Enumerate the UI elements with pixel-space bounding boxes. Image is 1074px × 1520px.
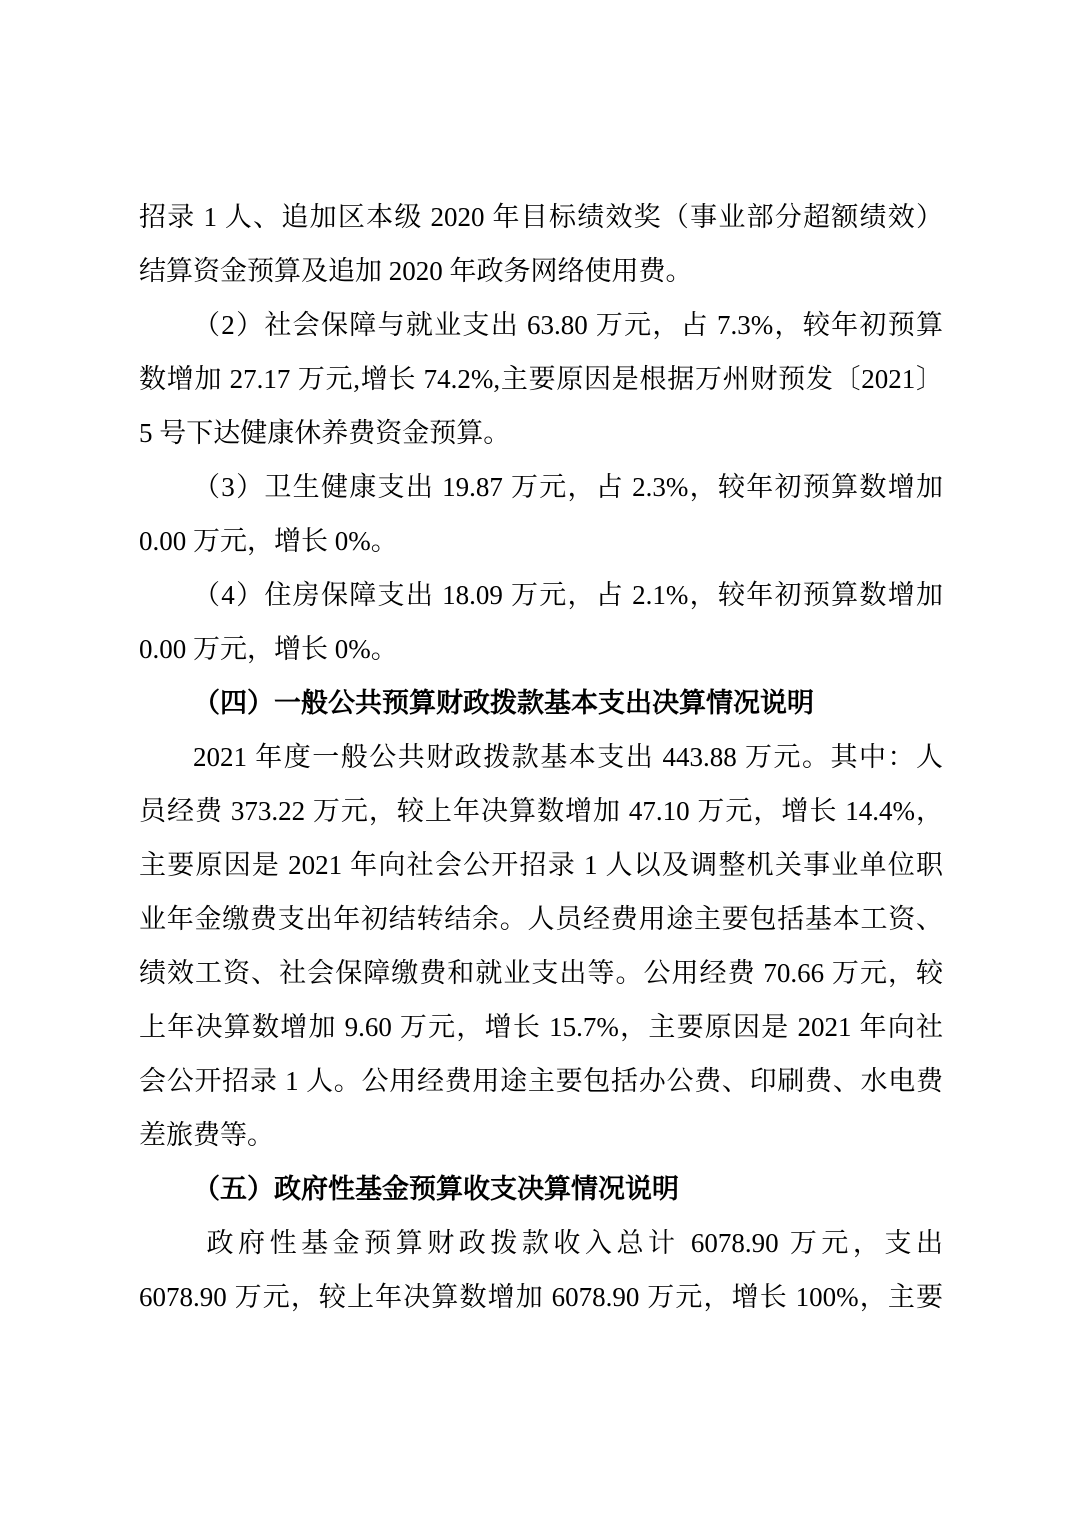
text-line: 上年决算数增加 9.60 万元，增长 15.7%，主要原因是 2021 年向社: [139, 1012, 943, 1042]
text-line: 会公开招录 1 人。公用经费用途主要包括办公费、印刷费、水电费: [139, 1066, 943, 1096]
document-body: [139, 190, 943, 1324]
text-line: 员经费 373.22 万元，较上年决算数增加 47.10 万元，增长 14.4%，: [139, 796, 943, 826]
para-health: [139, 460, 943, 568]
text-line: 数增加 27.17 万元,增长 74.2%,主要原因是根据万州财预发〔2021〕: [139, 364, 943, 394]
text-line: （五）政府性基金预算收支决算情况说明: [193, 1174, 679, 1204]
heading-section-four: [139, 676, 943, 730]
text-line: （3）卫生健康支出 19.87 万元，占 2.3%，较年初预算数增加: [193, 472, 943, 502]
para-basic-expenditure: [139, 730, 943, 1162]
text-line: 2021 年度一般公共财政拨款基本支出 443.88 万元。其中：人: [193, 742, 943, 772]
text-line: 差旅费等。: [139, 1120, 274, 1150]
text-line: 6078.90 万元，较上年决算数增加 6078.90 万元，增长 100%，主要: [139, 1282, 943, 1312]
text-line: 0.00 万元，增长 0%。: [139, 634, 398, 664]
para-housing: [139, 568, 943, 676]
text-line: 招录 1 人、追加区本级 2020 年目标绩效奖（事业部分超额绩效）: [139, 202, 943, 232]
text-line: 政府性基金预算财政拨款收入总计 6078.90 万元，支出: [206, 1228, 943, 1258]
text-line: （四）一般公共预算财政拨款基本支出决算情况说明: [193, 688, 814, 718]
para-social-security-employment: [139, 298, 943, 460]
text-line: （4）住房保障支出 18.09 万元，占 2.1%，较年初预算数增加: [193, 580, 943, 610]
para-government-fund: [139, 1216, 943, 1324]
text-line: 结算资金预算及追加 2020 年政务网络使用费。: [139, 256, 693, 286]
text-line: （2）社会保障与就业支出 63.80 万元，占 7.3%，较年初预算: [193, 310, 943, 340]
text-line: 绩效工资、社会保障缴费和就业支出等。公用经费 70.66 万元，较: [139, 958, 943, 988]
text-line: 主要原因是 2021 年向社会公开招录 1 人以及调整机关事业单位职: [139, 850, 943, 880]
text-line: 0.00 万元，增长 0%。: [139, 526, 398, 556]
text-line: 5 号下达健康休养费资金预算。: [139, 418, 511, 448]
heading-section-five: [139, 1162, 943, 1216]
text-line: 业年金缴费支出年初结转结余。人员经费用途主要包括基本工资、: [139, 904, 943, 934]
para-carryover-recruitment: [139, 190, 943, 298]
